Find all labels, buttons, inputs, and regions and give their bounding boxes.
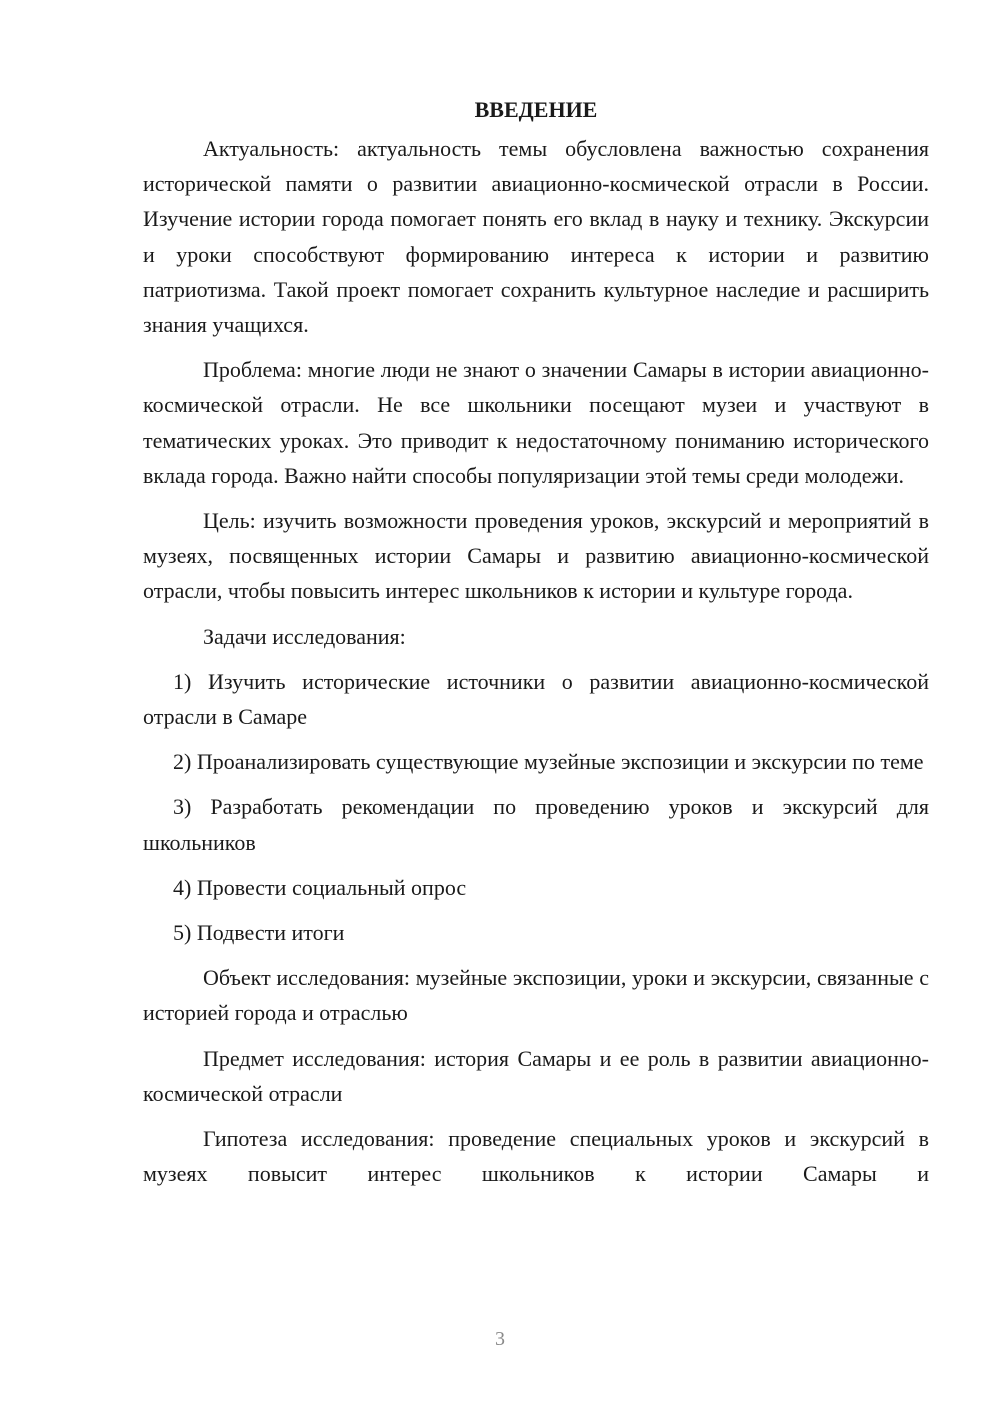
task-item-4: 4) Провести социальный опрос [173,874,467,900]
task-item-3: 3) Разработать рекомендации по проведению уроков и экскурсий для школьников [143,794,929,855]
task-item-2: 2) Проанализировать существующие музейные экспозиции и экскурсии по теме [173,749,924,775]
task-item-5: 5) Подвести итоги [173,920,345,946]
object-paragraph: Объект исследования: музейные экспозиции, уроки и экскурсии, связанные с историей города и отраслью [143,965,929,1026]
document-page [143,92,929,1201]
section-heading: ВВЕДЕНИЕ [474,97,598,122]
goal-paragraph: Цель: изучить возможности проведения уроков, экскурсий и мероприятий в музеях, посвященных истории Самары и развитию авиационно-космической отрасли, чтобы повысить интерес школьников к истории и культуре города. [143,508,929,604]
problem-paragraph: Проблема: многие люди не знают о значении Самары в истории авиационно-космической отрасли. Не все школьники посещают музеи и участвуют в тематических уроках. Это приводит к недостаточному пониманию исторического вклада города. Важно найти способы популяризации этой темы среди молодежи. [143,357,929,488]
hypothesis-paragraph: Гипотеза исследования: проведение специальных уроков и экскурсий в музеях повысит интерес школьников к истории Самары и [143,1126,929,1187]
tasks-title: Задачи исследования: [203,623,406,649]
task-item-1: 1) Изучить исторические источники о развитии авиационно-космической отрасли в Самаре [143,668,929,730]
page-number: 3 [495,1328,505,1350]
relevance-paragraph: Актуальность: актуальность темы обусловлена важностью сохранения исторической памяти о развитии авиационно-космической отрасли в России. Изучение истории города помогает понять его вклад в науку и технику. Экскурсии и уроки способствуют формированию интереса к истории и развитию патриотизма. Такой проект помогает сохранить культурное наследие и расширить знания учащихся. [143,136,929,338]
subject-paragraph: Предмет исследования: история Самары и ее роль в развитии авиационно-космической отрасли [143,1045,929,1106]
